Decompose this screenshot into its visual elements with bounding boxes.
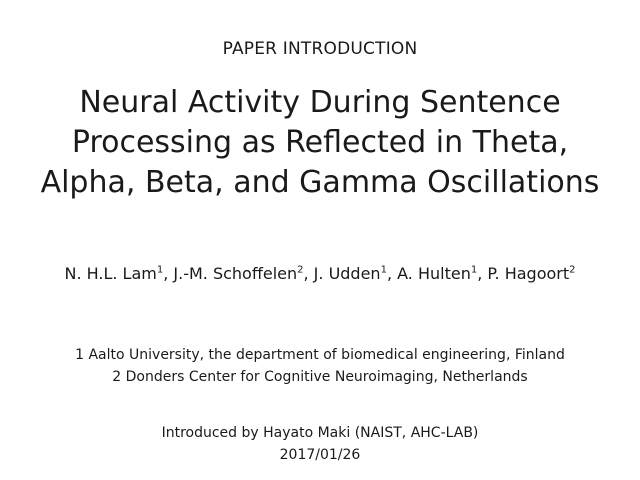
slide-header: PAPER INTRODUCTION	[222, 39, 418, 59]
affiliation-2: 2 Donders Center for Cognitive Neuroimaging, Netherlands	[112, 369, 528, 385]
affiliation-1: 1 Aalto University, the department of biomedical engineering, Finland	[75, 347, 565, 363]
affiliation-mark: 2	[569, 264, 576, 276]
author: J.-M. Schoffelen$^2$,	[173, 264, 314, 283]
affiliation-mark: 1	[470, 264, 478, 276]
author-list	[60, 260, 580, 287]
author: N. H.L. Lam$^1$,	[64, 264, 174, 283]
author: P. Hagoort$^2$	[487, 264, 576, 283]
author: A. Hulten$^1$,	[397, 264, 488, 283]
paper-title: Neural Activity During Sentence Processing as Reflected in Theta, Alpha, Beta, and Gamma Oscillations	[40, 85, 600, 200]
affiliation-list	[0, 344, 640, 388]
author: J. Udden$^1$,	[313, 264, 398, 283]
introduced-by: Introduced by Hayato Maki (NAIST, AHC-LAB)	[161, 425, 479, 441]
affiliation-mark: 2	[297, 264, 304, 276]
presentation-date: 2017/01/26	[279, 447, 361, 463]
affiliation-mark: 1	[380, 264, 387, 276]
affiliation-mark: 1	[156, 264, 164, 276]
